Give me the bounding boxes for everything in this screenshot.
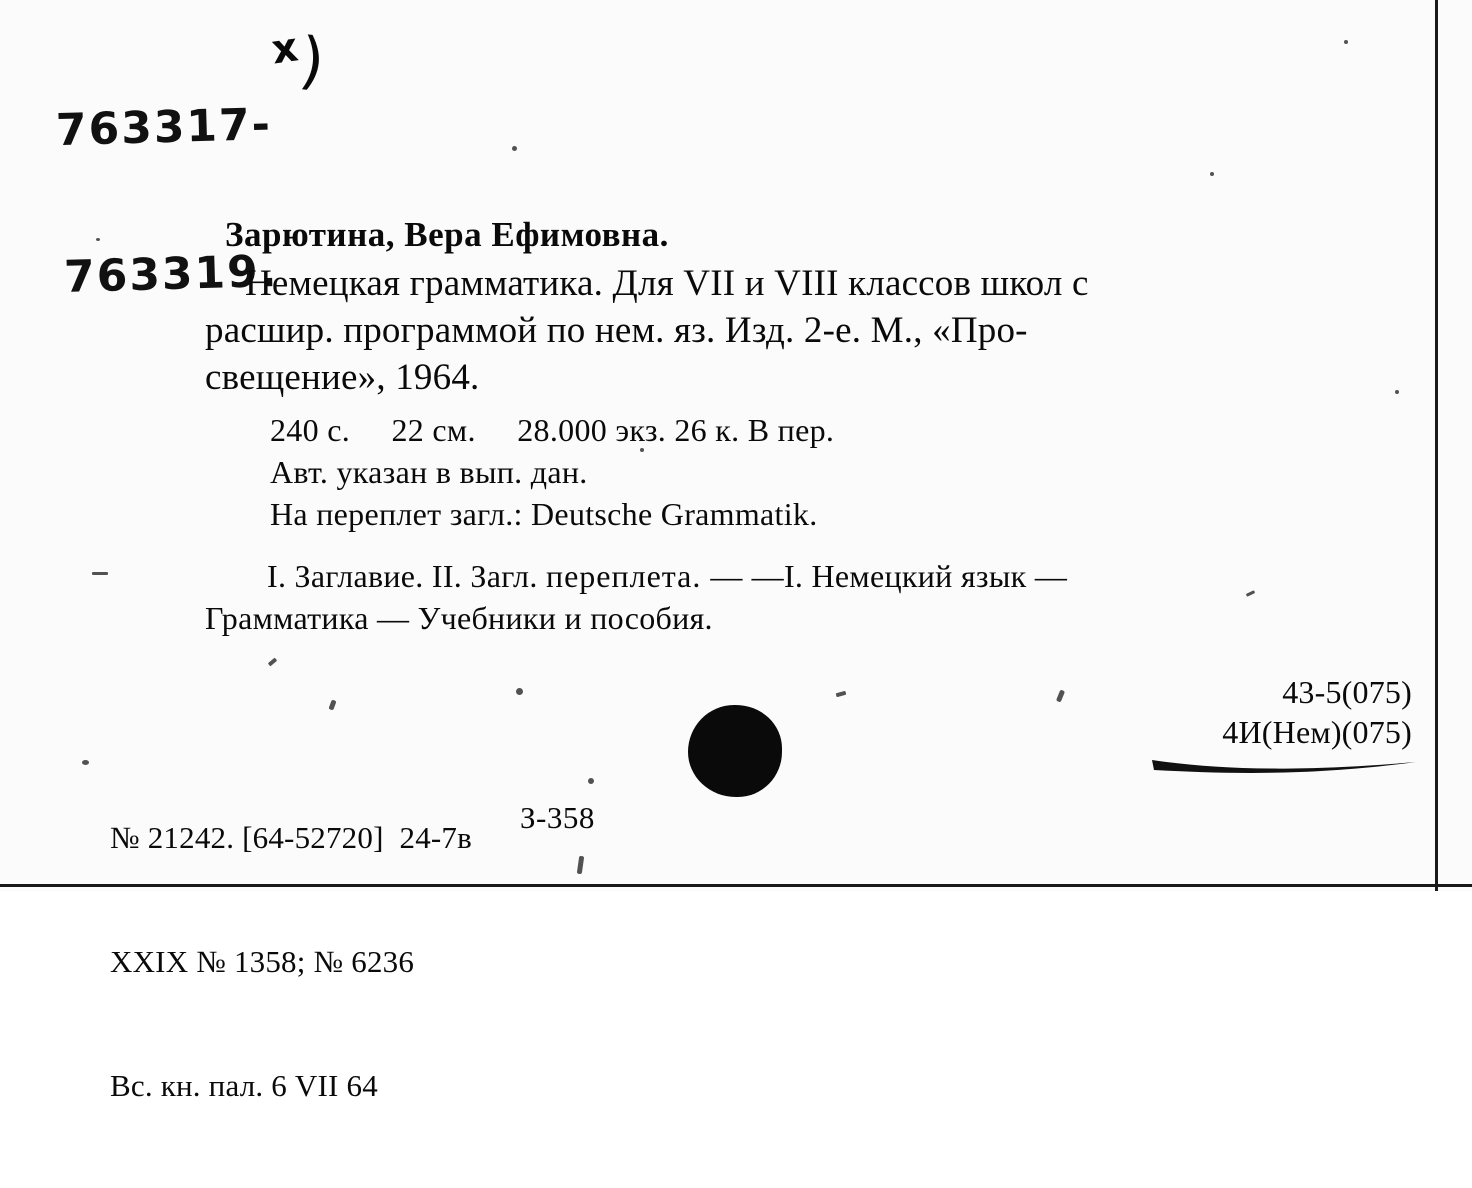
ink-blot: [688, 705, 782, 797]
tracings-line-1-suffix: I. Немецкий язык —: [783, 558, 1068, 594]
scan-speck: [640, 448, 644, 452]
scan-speck: [328, 699, 336, 710]
control-numbers: [110, 735, 472, 1188]
scan-speck: [588, 778, 594, 784]
title-statement: [205, 261, 1405, 402]
scan-speck: [82, 760, 89, 765]
tracings-line-1-mid: переплета. —: [545, 558, 744, 594]
title-line-3: свещение», 1964.: [205, 356, 480, 398]
scan-speck: [1395, 390, 1399, 394]
control-number-line-2: XXIX № 1358; № 6236: [110, 944, 415, 980]
scan-speck: [516, 688, 523, 695]
card-right-border: [1435, 0, 1438, 891]
tracings-line-1-dash: —: [751, 558, 784, 594]
tracings-line-1-prefix: I. Заглавие. II. Загл.: [267, 558, 538, 594]
classification-secondary: 4И(Нем)(075): [1222, 714, 1412, 750]
title-line-1: Немецкая грамматика. Для VII и VIII классов школ с: [245, 263, 1089, 304]
note-line-1: Авт. указан в вып. дан.: [270, 453, 588, 490]
subject-tracings: [205, 555, 1405, 639]
strikethrough-mark-icon: [1150, 756, 1420, 778]
scan-speck: [268, 658, 277, 667]
scan-speck: [577, 856, 584, 875]
control-number-line-1: № 21242. [64-52720] 24-7в: [110, 820, 472, 856]
handwritten-call-number-line2: 763319.: [63, 246, 280, 304]
physical-description: 240 с. 22 см. 28.000 экз. 26 к. В пер.: [270, 411, 835, 448]
shelfmark: З-358: [520, 800, 595, 835]
scan-speck: [1344, 40, 1348, 44]
scan-speck: [92, 572, 108, 575]
scan-speck: [836, 691, 847, 697]
title-line-2: расшир. программой по нем. яз. Изд. 2-е. М., «Про-: [205, 309, 1028, 351]
scan-speck: [512, 146, 517, 151]
classification-numbers: [1222, 672, 1412, 752]
note-line-2: На переплет загл.: Deutsche Grammatik.: [270, 495, 818, 532]
handwritten-paren-mark: ): [296, 22, 328, 99]
handwritten-call-number-line1: 763317-: [55, 98, 273, 156]
scan-speck: [1210, 172, 1214, 176]
scan-speck: [1056, 690, 1065, 703]
bibliographic-record: [205, 215, 1405, 533]
author-heading: Зарютина, Вера Ефимовна.: [225, 215, 669, 254]
scan-speck: [96, 238, 100, 241]
control-number-line-3: Вс. кн. пал. 6 VII 64: [110, 1067, 378, 1103]
tracings-line-2: Грамматика — Учебники и пособия.: [205, 600, 713, 637]
classification-primary: 43-5(075): [1282, 674, 1412, 710]
handwritten-x-mark: x: [268, 24, 301, 74]
